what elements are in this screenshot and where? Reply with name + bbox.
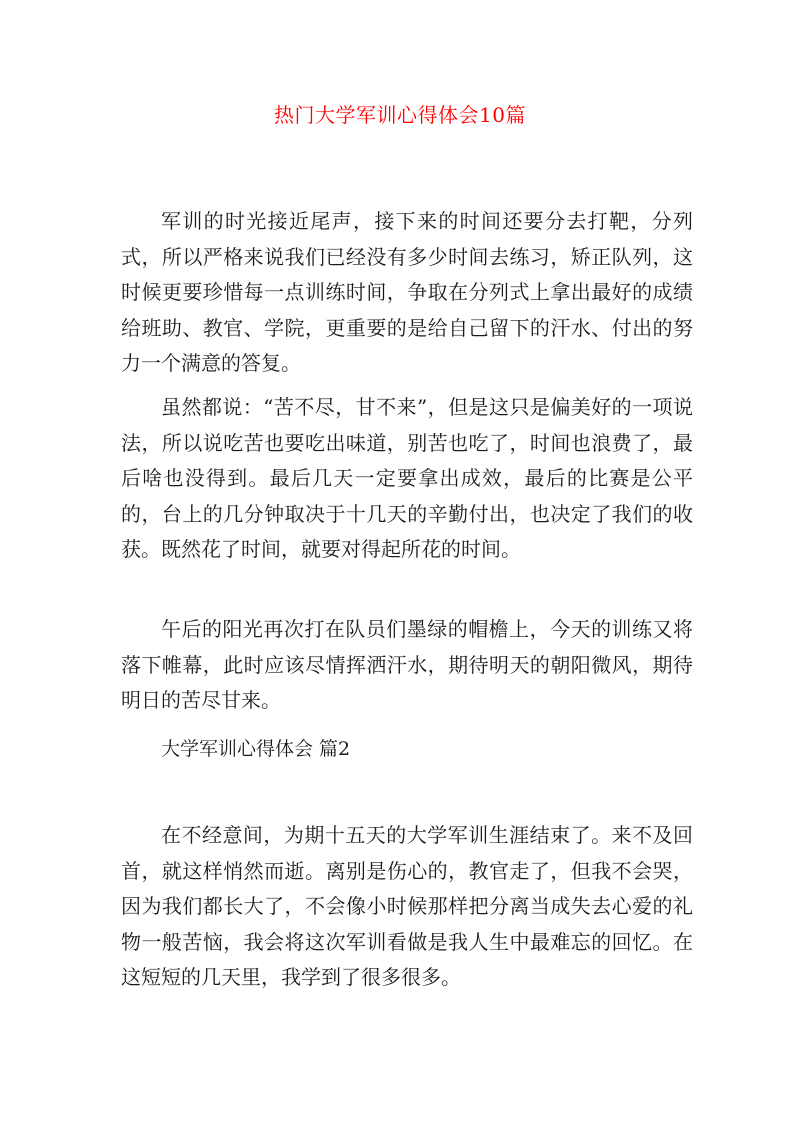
- paragraph-1: 军训的时光接近尾声，接下来的时间还要分去打靶，分列式，所以严格来说我们已经没有多少时间去练习，矫正队列，这时候更要珍惜每一点训练时间，争取在分列式上拿出最好的成绩给班助、教官、学院，更重要的是给自己留下的汗水、付出的努力一个满意的答复。: [121, 209, 693, 375]
- paragraph-2: 虽然都说：“苦不尽，甘不来”，但是这只是偏美好的一项说法，所以说吃苦也要吃出味道，别苦也吃了，时间也浪费了，最后啥也没得到。最后几天一定要拿出成效，最后的比赛是公平的，台上的几分钟取决于十几天的辛勤付出，也决定了我们的收获。既然花了时间，就要对得起所花的时间。: [121, 395, 693, 561]
- document-title: 热门大学军训心得体会10篇: [274, 103, 526, 127]
- section-paragraph-1: 在不经意间，为期十五天的大学军训生涯结束了。来不及回首，就这样悄然而逝。离别是伤心的，教官走了，但我不会哭，因为我们都长大了，不会像小时候那样把分离当成失去心爱的礼物一般苦恼，我会将这次军训看做是我人生中最难忘的回忆。在这短短的几天里，我学到了很多很多。: [121, 823, 693, 989]
- paragraph-3: 午后的阳光再次打在队员们墨绿的帽檐上，今天的训练又将落下帷幕，此时应该尽情挥洒汗水，期待明天的朝阳微风，期待明日的苦尽甘来。: [121, 617, 693, 712]
- section-heading: 大学军训心得体会 篇2: [161, 738, 351, 760]
